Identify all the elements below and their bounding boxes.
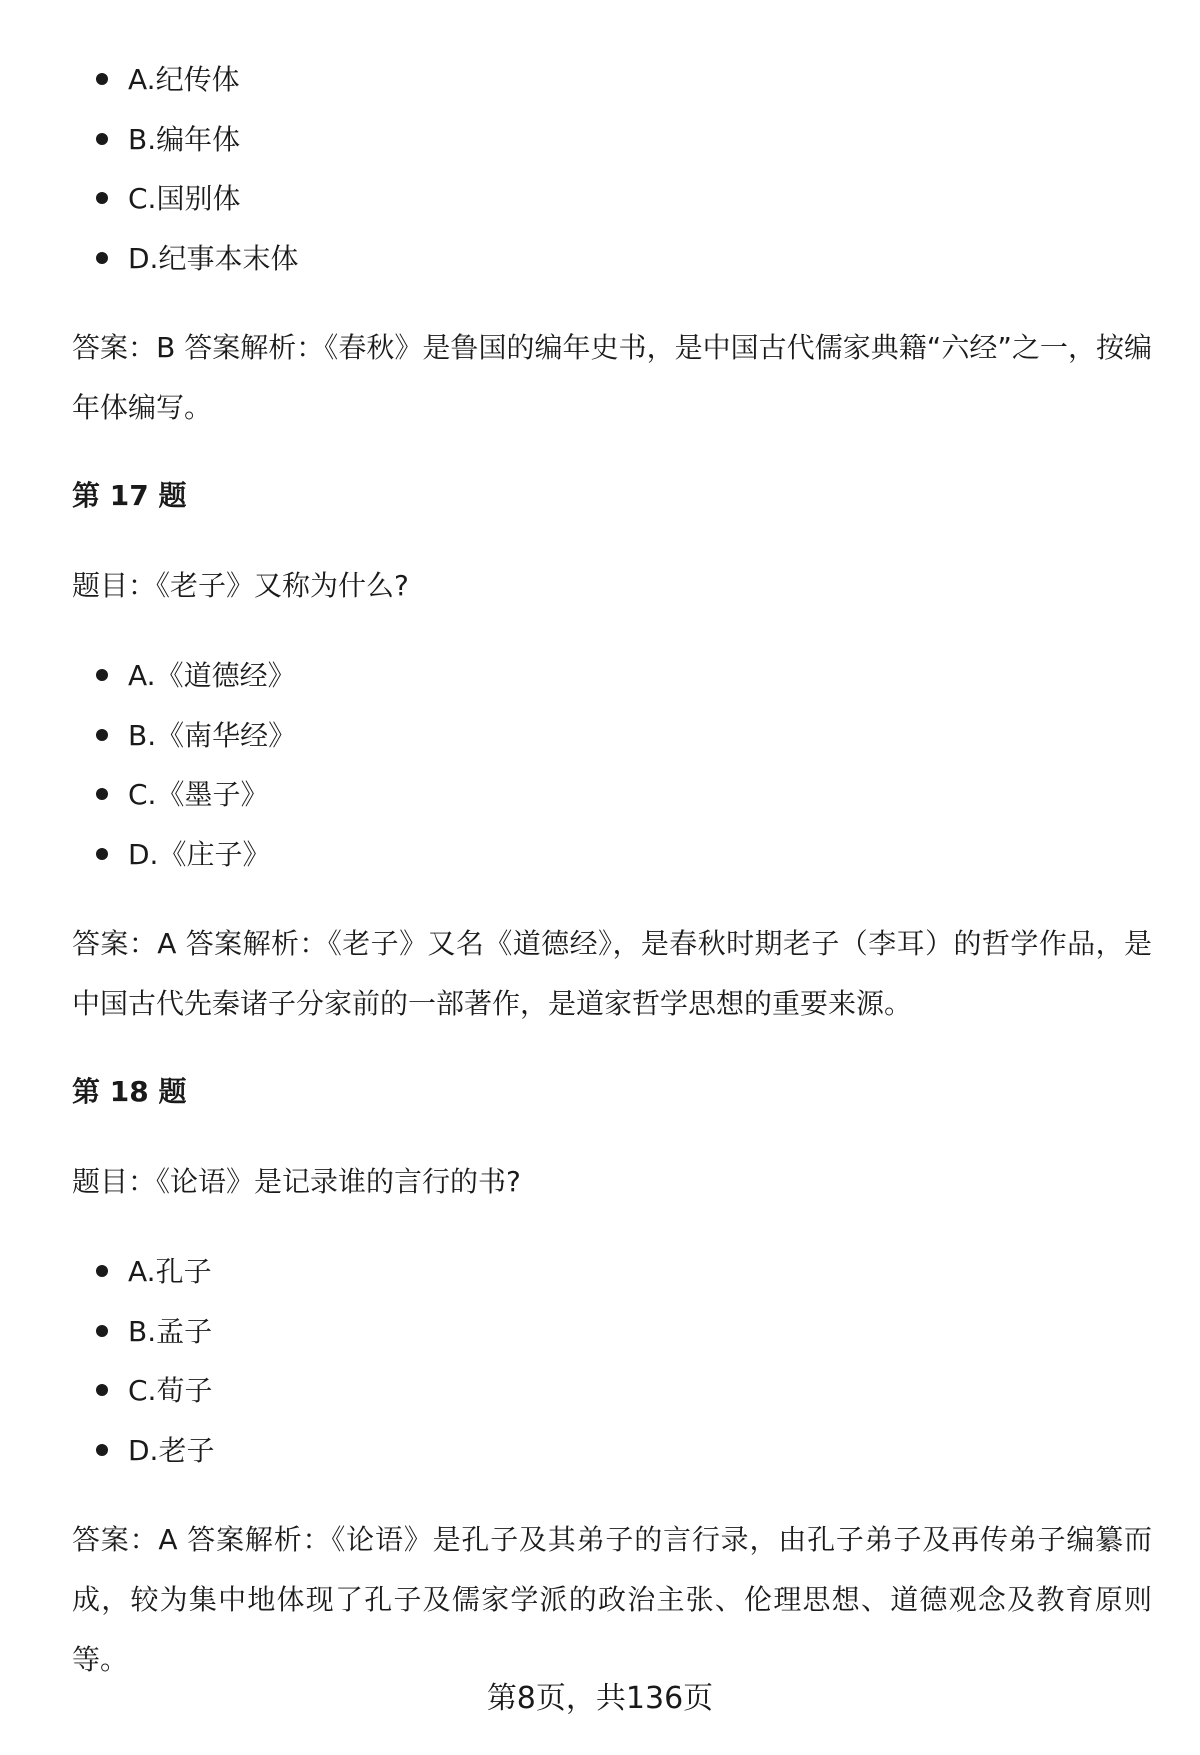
option-text: A.孔子: [128, 1255, 212, 1288]
option-text: C.荀子: [128, 1374, 213, 1407]
list-item: [0, 1310, 1100, 1354]
option-text: D.纪事本末体: [128, 242, 299, 275]
option-text: B.编年体: [128, 123, 241, 156]
list-item: [0, 177, 1100, 221]
bullet-icon: [96, 1444, 108, 1456]
bullet-icon: [96, 1384, 108, 1396]
list-item: [0, 118, 1100, 162]
list-item: [0, 237, 1100, 281]
option-text: D.《庄子》: [128, 838, 271, 871]
question-heading: 第 17 题: [72, 479, 187, 512]
bullet-icon: [96, 848, 108, 860]
list-item: [0, 654, 1100, 698]
bullet-icon: [96, 73, 108, 85]
answer-explanation: 答案：A 答案解析：《论语》是孔子及其弟子的言行录，由孔子弟子及再传弟子编纂而成，较为集中地体现了孔子及儒家学派的政治主张、伦理思想、道德观念及教育原则等。: [72, 1523, 1152, 1676]
list-item: [0, 714, 1100, 758]
question-text: 题目：《老子》又称为什么?: [72, 569, 409, 602]
option-text: D.老子: [128, 1434, 215, 1467]
page-number: 第8页，共136页: [486, 1681, 714, 1716]
answer-explanation: 答案：A 答案解析：《老子》又名《道德经》，是春秋时期老子（李耳）的哲学作品，是中国古代先秦诸子分家前的一部著作，是道家哲学思想的重要来源。: [72, 927, 1152, 1020]
option-text: B.孟子: [128, 1315, 213, 1348]
option-text: C.国别体: [128, 182, 241, 215]
bullet-icon: [96, 729, 108, 741]
option-text: A.《道德经》: [128, 659, 296, 692]
list-item: [0, 833, 1100, 877]
question-text: 题目：《论语》是记录谁的言行的书?: [72, 1165, 521, 1198]
bullet-icon: [96, 252, 108, 264]
answer-explanation: 答案：B 答案解析：《春秋》是鲁国的编年史书，是中国古代儒家典籍“六经”之一，按编年体编写。: [72, 331, 1152, 424]
bullet-icon: [96, 669, 108, 681]
bullet-icon: [96, 133, 108, 145]
list-item: [0, 773, 1100, 817]
list-item: [0, 58, 1100, 102]
option-text: A.纪传体: [128, 63, 240, 96]
option-text: B.《南华经》: [128, 719, 297, 752]
list-item: [0, 1250, 1100, 1294]
bullet-icon: [96, 788, 108, 800]
bullet-icon: [96, 1325, 108, 1337]
option-text: C.《墨子》: [128, 778, 269, 811]
bullet-icon: [96, 192, 108, 204]
bullet-icon: [96, 1265, 108, 1277]
list-item: [0, 1429, 1100, 1473]
list-item: [0, 1369, 1100, 1413]
question-heading: 第 18 题: [72, 1075, 187, 1108]
